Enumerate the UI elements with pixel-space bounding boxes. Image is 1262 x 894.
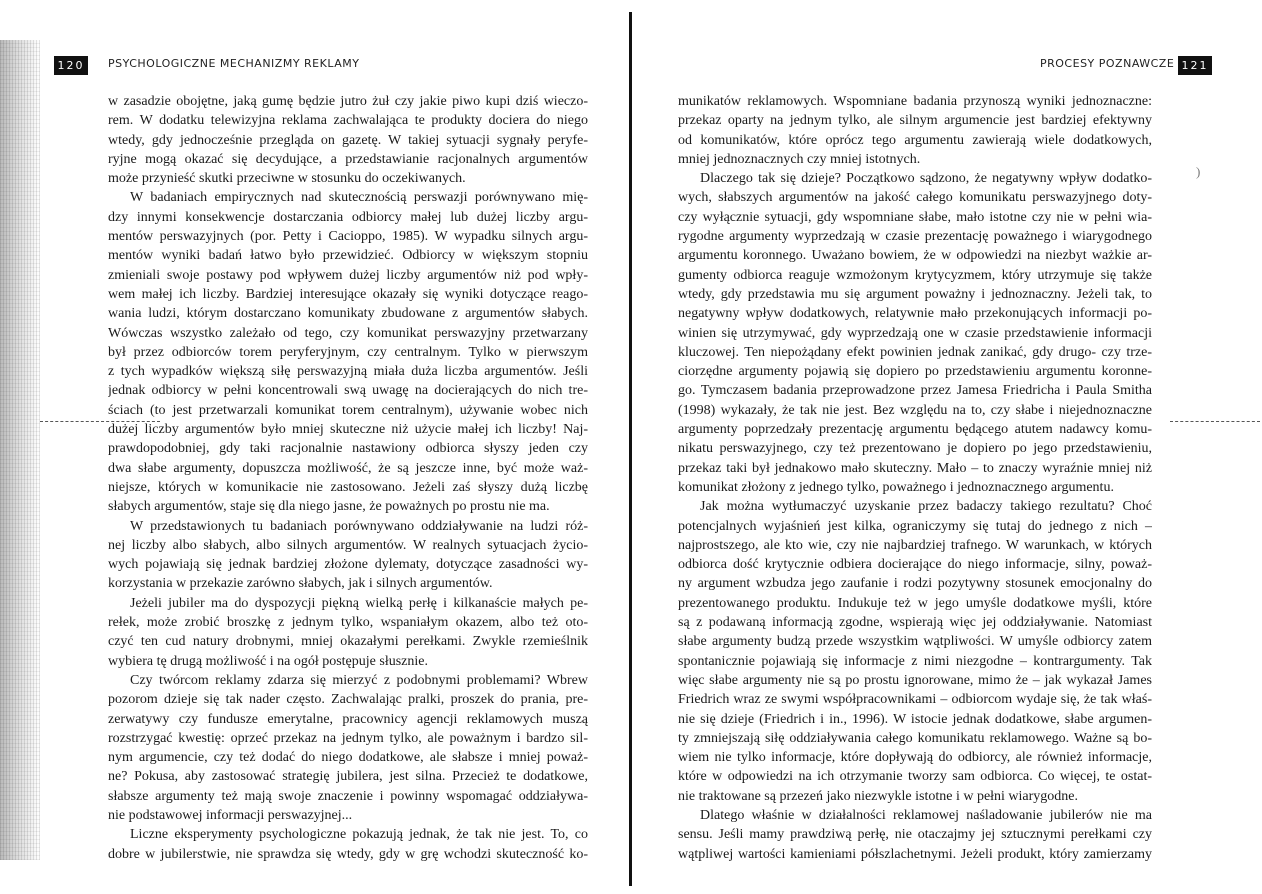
text-line: Czy twórcom reklamy zdarza się mierzyć z podobnymi problemami? Wbrew (130, 672, 588, 688)
text-line: argumenty poprzedzały prezentację argumentu będącego atutem nadawcy komu- (678, 422, 1152, 438)
text-line: Liczne eksperymenty psychologiczne pokazują jednak, że tak nie jest. To, co (130, 827, 588, 843)
text-line: dużej liczby argumentów było mniej skuteczne niż użycie małej ich liczby! Naj- (108, 422, 588, 438)
text-line: wtedy, gdy przedstawia mu się argument poważny i jednoznaczny. Jeżeli tak, to (678, 286, 1152, 302)
text-line: słabsze argumenty też mają swoje znaczenie i powinny wspomagać oddziaływa- (108, 788, 588, 804)
text-line: ny argument wzbudza jego zaufanie i rodzi pozytywny stosunek emocjonalny do (678, 576, 1152, 592)
text-line: argumentu koronnego. Uważano bowiem, że w odpowiedzi na niezbyt ważkie ar- (678, 248, 1152, 264)
text-line: rem. W dodatku telewizyjna reklama zachwalająca te produkty dociera do niego (108, 113, 588, 129)
running-header-right: PROCESY POZNAWCZE (1040, 57, 1175, 70)
text-line: spontanicznie pojawiają się informacje z nimi niezgodne – kontrargumenty. Tak (678, 653, 1152, 669)
margin-mark: ) (1196, 164, 1201, 179)
text-line: komunikat złożony z jednego tylko, poważnego i jednoznacznego argumentu. (678, 479, 1114, 495)
text-line: potencjalnych wyjaśnień jest kilka, ograniczymy się tutaj do jednego z nich – (678, 518, 1152, 534)
text-line: negatywny wpływ dodatkowych, relatywnie mało przekonujących informacji po- (678, 306, 1152, 322)
page-number-left: 120 (54, 56, 88, 75)
text-line: przekaz taki był jednakowo mało skuteczny. Mało – to znaczy wyraźnie mniej niż (678, 460, 1152, 476)
text-line: może przynieść skutki przeciwne w stosunku do oczekiwanych. (108, 171, 466, 187)
text-line: W badaniach empirycznych nad skutecznością perswazji porównywano mię- (130, 190, 588, 206)
text-line: nie traktowane są przezeń jako niezwykle istotne i w pełni wiarygodne. (678, 788, 1079, 804)
text-line: Dlaczego tak się dzieje? Początkowo sądzono, że negatywny wpływ dodatko- (700, 171, 1152, 187)
text-line: czy wyłącznie sytuacji, gdy wspomniane słabe, mało istotne czy nie w pełni wia- (678, 209, 1152, 225)
text-line: sensu. Jeśli mamy prawdziwą perłę, nie otaczajmy jej sztucznymi perełkami czy (678, 827, 1152, 843)
text-line: dzy innymi konsekwencje dostarczania odbiorcy małej lub dużej liczby argu- (108, 209, 588, 225)
text-line: wybiera tę drugą możliwość i na ogół postępuje słusznie. (108, 653, 428, 669)
scan-shadow (0, 40, 40, 860)
text-line: prawdopodobniej, gdy taki racjonalnie nastawiony odbiorca słyszy jeden czy (108, 441, 588, 457)
text-line: nym argumencie, czy też dodać do niego dodatkowe, ale słabsze i mniej poważ- (108, 750, 588, 766)
text-line: rełek, może zrobić broszkę z jednym tylko, wspaniałym okazem, albo też oto- (108, 615, 588, 631)
text-line: nej liczby albo słabych, albo silnych argumentów. W realnych sytuacjach życio- (108, 537, 588, 553)
text-line: nie podstawowej informacji perswazyjnej... (108, 807, 353, 823)
text-line: ne? Pokusa, aby zastosować strategię jubilera, jest silna. Przecież te dodatkowe, (108, 769, 588, 785)
text-line: zmieniali swoje postawy pod wpływem dużej liczby argumentów niż pod wpły- (108, 267, 588, 283)
text-line: jednak odbiorcy w pełni koncentrowali swą uwagę na docierających do nich tre- (108, 383, 588, 399)
text-line: słabych argumentów, staje się dla niego jasne, że poważnych po prostu nie ma. (108, 499, 550, 515)
text-line: munikatów reklamowych. Wspomniane badania przynoszą wyniki jednoznaczne: (678, 94, 1152, 109)
text-line: odbiorca dość krytycznie odbiera docierające do niego informacje, silny, poważ- (678, 557, 1152, 573)
text-line: gumenty odbiorca reaguje wzmożonym krytycyzmem, który utrzymuje się także (678, 267, 1152, 283)
text-line: nie się dzieje (Friedrich i in., 1996). W istocie jednak dodatkowe, słabe argumen- (678, 711, 1152, 727)
text-line: w zasadzie obojętne, jaką gumę będzie jutro żuł czy jakie piwo kupi dziś wieczo- (108, 94, 588, 109)
text-line: najprostszego, ale kto wie, czy nie najbardziej trafnego. W warunkach, w których (678, 537, 1152, 553)
text-line: niejsze, których w komunikacie nie zastosowano. Jeżeli zaś słyszy dużą liczbę (108, 479, 588, 495)
text-line: Wówczas wszystko zależało od tego, czy komunikat perswazyjny przetwarzany (108, 325, 588, 341)
text-line: Jeżeli jubiler ma do dyspozycji piękną wielką perłę i kilkanaście małych pe- (130, 595, 588, 611)
text-line: wtedy, gdy jednocześnie przegląda on gazetę. W takiej sytuacji sygnały peryfe- (108, 132, 588, 148)
text-line: korzystania w przekazie zarówno słabych, jak i silnych argumentów. (108, 576, 493, 592)
text-line: wych, słabszych argumentów na jakość całego komunikatu perswazyjnego doty- (678, 190, 1152, 206)
text-line: Dlatego właśnie w działalności reklamowej naśladowanie jubilerów nie ma (700, 807, 1152, 823)
text-line: prezentowanego produktu. Indukuje też w jego umyśle dodatkowe myśli, które (678, 595, 1152, 611)
page-number-right: 121 (1178, 56, 1212, 75)
text-line: (1998) wykazały, że tak nie jest. Bez względu na to, czy słabe i niejednoznaczne (678, 402, 1152, 418)
text-line: rygodne argumenty wyprzedzają w czasie prezentację poważnego i wiarygodnego (678, 229, 1152, 245)
text-line: mniej jednoznacznych czy mniej istotnych. (678, 151, 921, 167)
text-line: od komunikatów, które oprócz tego argumentu zawierają wiele dodatkowych, (678, 132, 1152, 148)
scan-dash-right (1170, 421, 1260, 423)
text-line: rozstrzygać kwestię: oprzeć przekaz na jednym tylko, ale poważnym i bardzo sil- (108, 730, 588, 746)
text-line: nikatu perswazyjnego, czy też prezentowano je dopiero po jego przedstawieniu, (678, 441, 1152, 457)
text-line: mentów wyniki badań łatwo było przewidzieć. Odbiorcy w większym stopniu (108, 248, 588, 264)
text-line: W przedstawionych tu badaniach porównywano oddziaływanie na ludzi róż- (130, 518, 588, 534)
book-gutter (629, 12, 632, 886)
text-line: wych pojawiają się jednak bardziej złożone dylematy, dotyczące zasadności wy- (108, 557, 588, 573)
text-line: wania ludzi, którym dostarczano komunikaty zbudowane z argumentów słabych. (108, 306, 588, 322)
text-line: zerwatywy czy fundusze emerytalne, pracownicy agencji reklamowych muszą (108, 711, 588, 727)
text-line: więc słabe argumenty nie są po prostu ignorowane, mimo że – jak wykazał James (678, 672, 1152, 688)
text-line: był przez odbiorców torem peryferyjnym, czy centralnym. Tylko w pierwszym (108, 344, 588, 360)
running-header-left: PSYCHOLOGICZNE MECHANIZMY REKLAMY (108, 57, 360, 70)
text-line: Friedrich wraz ze swymi współpracownikami – odbiorcom wydaje się, że tak właś- (678, 692, 1152, 708)
text-line: są z podawaną informacją zgodne, wspierają więc jej oddziaływanie. Natomiast (678, 615, 1152, 631)
text-line: ciorzędne argumenty pojawią się dopiero po przedstawieniu argumentu koronne- (678, 364, 1152, 380)
text-line: ty zmniejszają siłę oddziaływania całego komunikatu reklamowego. Ważne są bo- (678, 730, 1152, 746)
text-line: pozorom dzieje się tak nader często. Zachwalając pralki, proszek do prania, pre- (108, 692, 588, 708)
text-line: mentów perswazyjnych (por. Petty i Cacioppo, 1985). W wypadku silnych argu- (108, 229, 588, 245)
text-line: słabe argumenty budzą przede wszystkim wątpliwości. W umyśle odbiorcy zatem (678, 634, 1152, 650)
text-column-left (108, 92, 588, 864)
text-line: wiem nie tylko informacje, które dopływają do odbiorcy, ale również informacje, (678, 750, 1152, 766)
text-line: ściach (to jest przetwarzali komunikat torem centralnym), używanie wobec nich (108, 402, 588, 418)
text-line: które w odpowiedzi na ich otrzymanie tworzy sam odbiorca. Co więcej, te ostat- (678, 769, 1152, 785)
text-line: dobre w jubilerstwie, nie sprawdza się wtedy, gdy w grę wchodzi skuteczność ko- (108, 846, 588, 862)
text-line: wątpliwej wartości kamieniami półszlachetnymi. Jeżeli produkt, który zamierzamy (678, 846, 1152, 862)
text-line: kluczowej. Ten niepożądany efekt powinien jednak zanikać, gdy drugo- czy trze- (678, 344, 1152, 360)
text-line: ryjne mogą okazać się decydujące, a przedstawianie racjonalnych argumentów (108, 151, 588, 167)
text-line: Jak można wytłumaczyć uzyskanie przez badaczy takiego rezultatu? Choć (700, 499, 1152, 515)
text-line: z tych wypadków większą siłę perswazyjną miała duża liczba argumentów. Jeśli (108, 364, 588, 380)
text-line: go. Tymczasem badania przeprowadzone przez Jamesa Friedricha i Paula Smitha (678, 383, 1152, 399)
text-line: czyć ten cud natury drobnymi, mniej okazałymi perełkami. Zwykle rzemieślnik (108, 634, 588, 650)
text-column-right (678, 92, 1152, 864)
text-line: przekaz oparty na jednym tylko, ale silnym argumencie jest bardziej efektywny (678, 113, 1152, 129)
text-line: dwa słabe argumenty, dopuszcza możliwość, że są jeszcze inne, być może waż- (108, 460, 588, 476)
text-line: wem małej ich liczby. Bardziej interesujące okazały się wyniki dotyczące reago- (108, 286, 588, 302)
text-line: winien się utrzymywać, gdy wyprzedzają one w czasie przedstawienie informacji (678, 325, 1152, 341)
